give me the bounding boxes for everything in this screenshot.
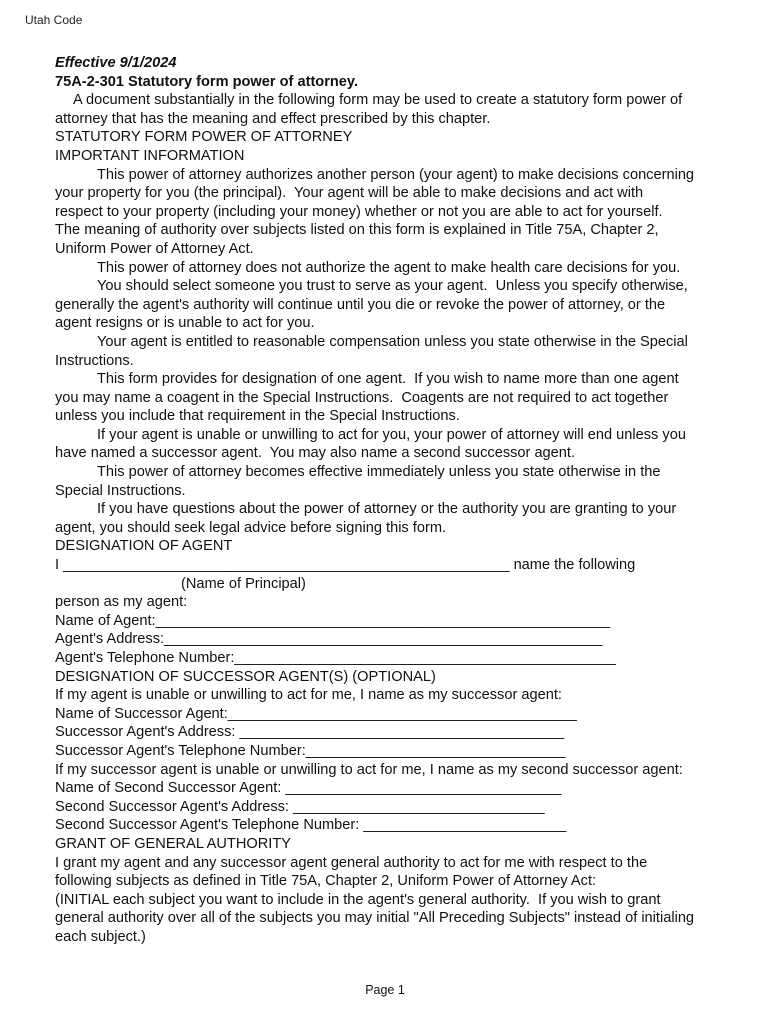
text-line: your property for you (the principal). Your agent will be able to make decisions and act with [55, 185, 644, 202]
effective-date: Effective 9/1/2024 [55, 55, 177, 71]
text-line: (Name of Principal) [181, 575, 306, 592]
document-header: Utah Code [25, 13, 83, 27]
text-line: you may name a coagent in the Special Instructions. Coagents are not required to act together [55, 389, 669, 406]
text-line: agent resigns or is unable to act for you. [55, 315, 315, 332]
body-text [55, 91, 723, 946]
text-line: attorney that has the meaning and effect prescribed by this chapter. [55, 110, 491, 127]
text-line: following subjects as defined in Title 75A, Chapter 2, Uniform Power of Attorney Act: [55, 873, 597, 890]
text-line: Successor Agent's Address: ________________________________________ [55, 724, 565, 741]
text-line: (INITIAL each subject you want to include in the agent's general authority. If you wish to grant [55, 891, 661, 908]
text-line: If my successor agent is unable or unwilling to act for me, I name as my second successor agent: [55, 761, 683, 778]
text-line: respect to your property (including your money) whether or not you are able to act for yourself. [55, 203, 663, 220]
section-title: 75A-2-301 Statutory form power of attorney. [55, 73, 359, 90]
text-line: Second Successor Agent's Telephone Number: _________________________ [55, 817, 567, 834]
text-line: DESIGNATION OF SUCCESSOR AGENT(S) (OPTIONAL) [55, 668, 436, 685]
text-line: have named a successor agent. You may also name a second successor agent. [55, 445, 576, 462]
page-number: Page 1 [365, 983, 405, 997]
text-line: The meaning of authority over subjects listed on this form is explained in Title 75A, Chapter 2, [55, 222, 659, 239]
text-line: Agent's Telephone Number:_______________________________________________ [55, 650, 616, 666]
document-body [55, 54, 723, 947]
text-line: This power of attorney authorizes another person (your agent) to make decisions concerning [97, 166, 695, 183]
text-line: person as my agent: [55, 594, 188, 611]
text-line: I grant my agent and any successor agent general authority to act for me with respect to the [55, 854, 648, 871]
text-line: I _______________________________________________________ name the following [55, 557, 636, 574]
text-line: Second Successor Agent's Address: _______________________________ [55, 798, 545, 815]
text-line: Successor Agent's Telephone Number:________________________________ [55, 742, 566, 759]
text-line: If you have questions about the power of attorney or the authority you are granting to your [97, 501, 677, 518]
text-line: If your agent is unable or unwilling to act for you, your power of attorney will end unless you [97, 426, 686, 443]
text-line: each subject.) [55, 928, 146, 945]
text-line: Special Instructions. [55, 482, 186, 499]
text-line: general authority over all of the subjects you may initial "All Preceding Subjects" instead of initialing [55, 910, 695, 927]
text-line: generally the agent's authority will continue until you die or revoke the power of attorney, or the [55, 296, 666, 313]
text-line: Your agent is entitled to reasonable compensation unless you state otherwise in the Special [97, 333, 688, 350]
text-line: Instructions. [55, 352, 134, 369]
text-line: unless you include that requirement in the Special Instructions. [55, 408, 460, 425]
text-line: GRANT OF GENERAL AUTHORITY [55, 835, 291, 852]
text-line: This power of attorney becomes effective immediately unless you state otherwise in the [97, 464, 661, 481]
text-line: This power of attorney does not authorize the agent to make health care decisions for you. [97, 259, 681, 276]
text-line: DESIGNATION OF AGENT [55, 538, 233, 555]
text-line: Name of Agent:________________________________________________________ [55, 612, 611, 629]
text-line: Uniform Power of Attorney Act. [55, 240, 254, 257]
text-line: This form provides for designation of one agent. If you wish to name more than one agent [97, 371, 679, 388]
text-line: If my agent is unable or unwilling to act for me, I name as my successor agent: [55, 687, 562, 704]
text-line: Agent's Address:______________________________________________________ [55, 631, 603, 648]
text-line: A document substantially in the following form may be used to create a statutory form power of [73, 92, 683, 109]
text-line: You should select someone you trust to serve as your agent. Unless you specify otherwise, [97, 278, 688, 295]
text-line: STATUTORY FORM POWER OF ATTORNEY [55, 129, 353, 146]
text-line: Name of Second Successor Agent: __________________________________ [55, 780, 562, 797]
text-line: agent, you should seek legal advice before signing this form. [55, 519, 447, 536]
text-line: IMPORTANT INFORMATION [55, 147, 245, 164]
text-line: Name of Successor Agent:___________________________________________ [55, 705, 577, 722]
